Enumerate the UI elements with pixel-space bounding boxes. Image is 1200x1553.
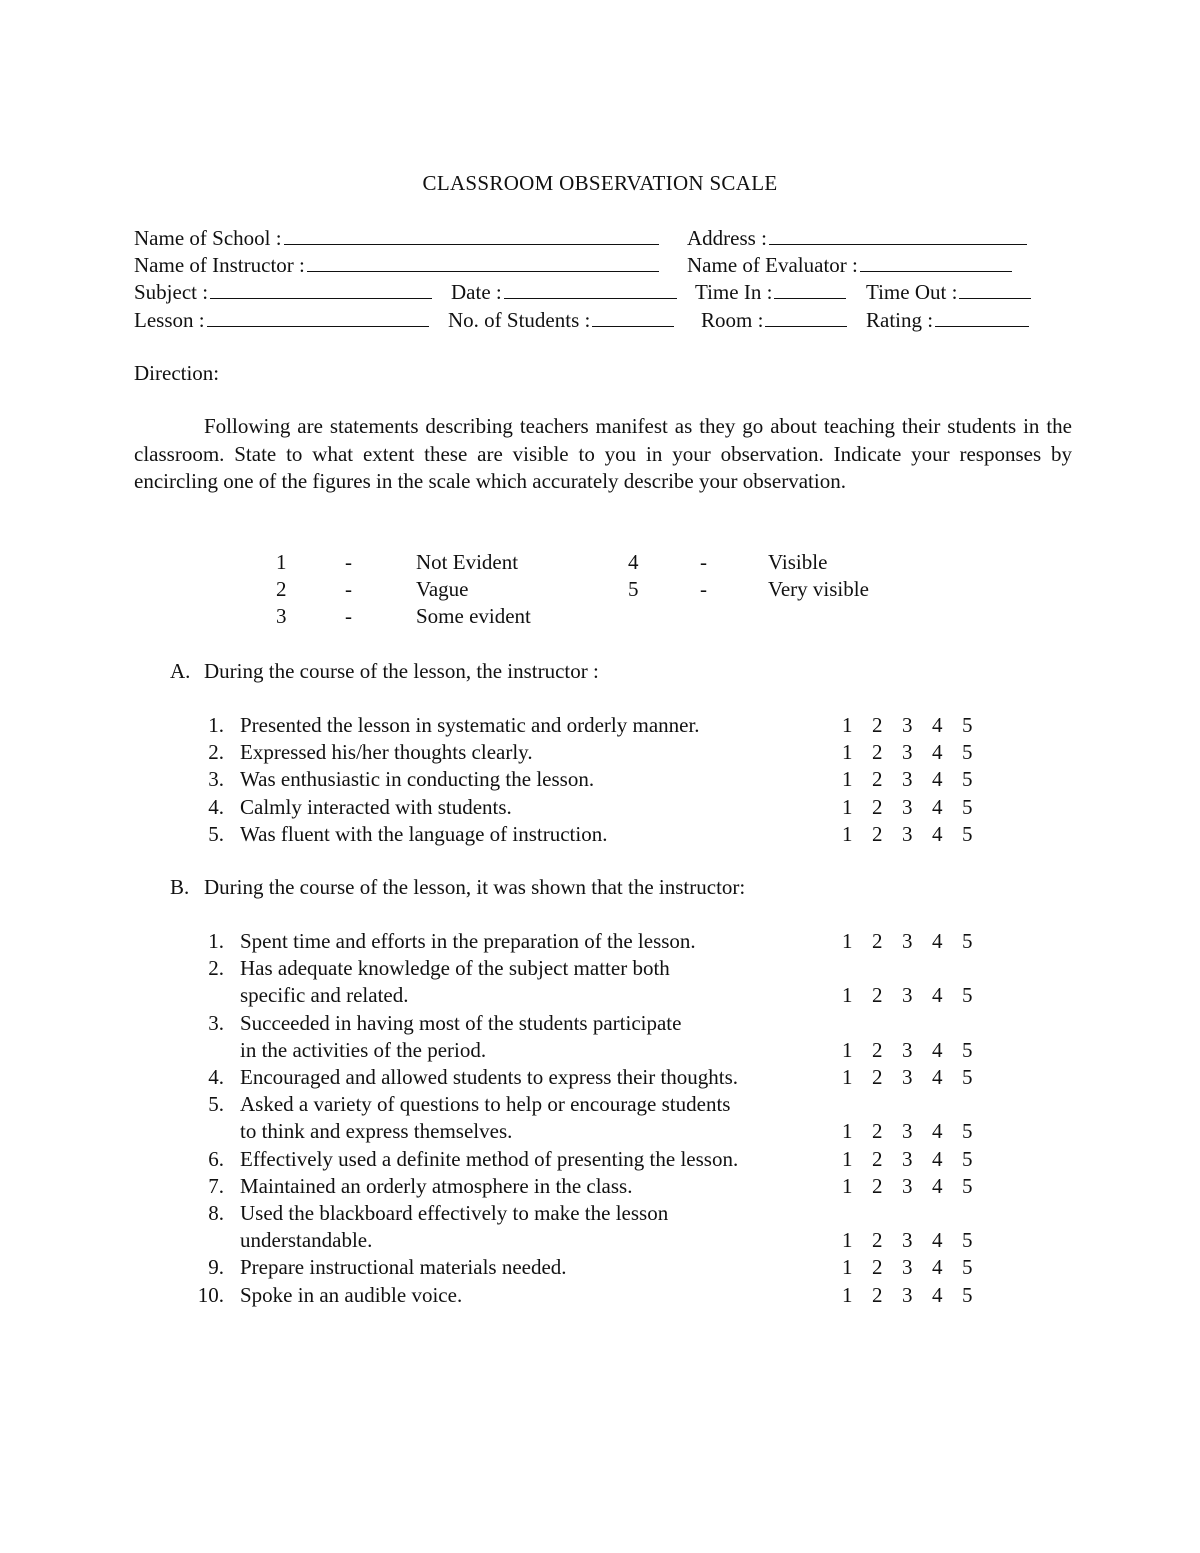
item-text: Encouraged and allowed students to express their thoughts.	[240, 1065, 739, 1089]
rating-option[interactable]: 5	[962, 929, 973, 953]
rating-option[interactable]: 3	[902, 1146, 913, 1171]
legend-dash: -	[345, 604, 352, 628]
rating-option[interactable]: 4	[932, 767, 943, 792]
evaluator-field[interactable]	[687, 251, 1012, 279]
rating-scale	[842, 1146, 992, 1173]
rating-option[interactable]: 2	[872, 1119, 883, 1144]
rating-option[interactable]: 2	[872, 794, 883, 819]
legend-label: Visible	[768, 550, 828, 574]
rating-option[interactable]: 1	[842, 1228, 853, 1253]
rating-option[interactable]: 1	[842, 794, 853, 819]
item-number: 5.	[208, 821, 224, 846]
direction-label: Direction:	[134, 361, 220, 385]
direction-text	[134, 413, 1072, 496]
rating-option[interactable]: 4	[932, 740, 943, 765]
rating-option[interactable]: 2	[872, 713, 883, 737]
rating-option[interactable]: 1	[842, 1282, 853, 1307]
rating-option[interactable]: 2	[872, 1282, 883, 1307]
item-text: Spent time and efforts in the preparation of the lesson.	[240, 929, 696, 953]
item-text: Calmly interacted with students.	[240, 794, 512, 819]
subject-label: Subject :	[134, 280, 209, 304]
lesson-label: Lesson :	[134, 308, 205, 332]
rating-option[interactable]: 1	[842, 1065, 853, 1089]
rating-option[interactable]: 4	[932, 983, 943, 1008]
rating-option[interactable]: 2	[872, 929, 883, 953]
rating-scale	[842, 766, 992, 793]
rating-option[interactable]: 1	[842, 1255, 853, 1280]
students-blank[interactable]	[592, 306, 674, 327]
rating-scale	[842, 821, 992, 848]
rating-option[interactable]: 2	[872, 1065, 883, 1089]
school-label: Name of School :	[134, 226, 282, 250]
item-text: Was fluent with the language of instruction.	[240, 821, 608, 846]
rating-option[interactable]: 4	[932, 794, 943, 819]
rating-option[interactable]: 5	[962, 740, 973, 765]
address-field[interactable]	[687, 224, 1027, 252]
rating-option[interactable]: 1	[842, 713, 853, 737]
rating-option[interactable]: 5	[962, 1119, 973, 1144]
room-blank[interactable]	[765, 306, 847, 327]
time-out-label: Time Out :	[866, 280, 958, 304]
rating-option[interactable]: 3	[902, 794, 913, 819]
rating-scale	[842, 1118, 992, 1145]
time-out-field[interactable]	[866, 278, 1031, 306]
legend-num: 1	[276, 550, 287, 574]
date-field[interactable]	[451, 278, 677, 306]
rating-option[interactable]: 2	[872, 983, 883, 1008]
subject-blank[interactable]	[210, 278, 432, 299]
school-blank[interactable]	[284, 224, 659, 245]
item-number: 5.	[208, 1092, 224, 1117]
rating-option[interactable]: 5	[962, 1037, 973, 1062]
rating-scale	[842, 1254, 992, 1281]
item-text: Maintained an orderly atmosphere in the class.	[240, 1173, 633, 1198]
rating-scale	[842, 1282, 992, 1309]
legend-num: 3	[276, 604, 287, 628]
rating-option[interactable]: 5	[962, 1146, 973, 1171]
rating-option[interactable]: 4	[932, 1037, 943, 1062]
item-number: 3.	[208, 1010, 224, 1035]
item-number: 3.	[208, 767, 224, 792]
rating-option[interactable]: 5	[962, 1228, 973, 1253]
rating-scale	[842, 982, 992, 1009]
legend-dash: -	[700, 577, 707, 601]
rating-option[interactable]: 4	[932, 1065, 943, 1089]
rating-option[interactable]: 2	[872, 1146, 883, 1171]
rating-option[interactable]: 2	[872, 821, 883, 846]
students-field[interactable]	[448, 306, 674, 334]
item-number: 1.	[208, 929, 224, 953]
rating-blank[interactable]	[935, 306, 1029, 327]
rating-scale	[842, 712, 992, 739]
item-text: understandable.	[240, 1228, 373, 1253]
legend-label: Some evident	[416, 604, 531, 628]
item-text: Succeeded in having most of the students participate	[240, 1010, 682, 1035]
item-number: 8.	[208, 1201, 224, 1225]
rating-option[interactable]: 3	[902, 929, 913, 953]
rating-scale	[842, 1227, 992, 1254]
item-number: 4.	[208, 1065, 224, 1089]
rating-option[interactable]: 5	[962, 1173, 973, 1198]
rating-option[interactable]: 2	[872, 1228, 883, 1253]
rating-option[interactable]: 3	[902, 821, 913, 846]
rating-option[interactable]: 3	[902, 983, 913, 1008]
rating-option[interactable]: 1	[842, 983, 853, 1008]
evaluator-blank[interactable]	[860, 251, 1012, 272]
rating-scale	[842, 1037, 992, 1064]
item-text: Spoke in an audible voice.	[240, 1282, 463, 1307]
item-number: 2.	[208, 956, 224, 981]
item-text: Used the blackboard effectively to make the lesson	[240, 1201, 669, 1225]
legend-label: Not Evident	[416, 550, 519, 574]
lesson-blank[interactable]	[207, 306, 429, 327]
item-text: Was enthusiastic in conducting the lesson.	[240, 767, 595, 792]
section-b-heading: During the course of the lesson, it was shown that the instructor:	[204, 875, 746, 899]
rating-option[interactable]: 1	[842, 1119, 853, 1144]
rating-option[interactable]: 3	[902, 1065, 913, 1089]
rating-option[interactable]: 5	[962, 1065, 973, 1089]
item-number: 10.	[197, 1282, 224, 1307]
rating-option[interactable]: 4	[932, 1228, 943, 1253]
rating-option[interactable]: 5	[962, 821, 973, 846]
students-label: No. of Students :	[448, 308, 591, 332]
rating-option[interactable]: 1	[842, 821, 853, 846]
legend-label: Very visible	[768, 577, 869, 601]
section-b-letter: B.	[170, 875, 190, 899]
item-number: 2.	[208, 740, 224, 765]
item-number: 6.	[208, 1146, 224, 1171]
time-in-label: Time In :	[695, 280, 773, 304]
rating-option[interactable]: 3	[902, 767, 913, 792]
item-text: Presented the lesson in systematic and orderly manner.	[240, 713, 700, 737]
item-text: Expressed his/her thoughts clearly.	[240, 740, 533, 765]
item-number: 9.	[208, 1255, 224, 1280]
rating-option[interactable]: 3	[902, 1282, 913, 1307]
rating-field[interactable]	[866, 306, 1029, 334]
subject-field[interactable]	[134, 278, 432, 306]
rating-option[interactable]: 4	[932, 1255, 943, 1280]
rating-option[interactable]: 3	[902, 1119, 913, 1144]
time-in-field[interactable]	[695, 278, 846, 306]
item-number: 7.	[208, 1173, 224, 1198]
rating-label: Rating :	[866, 308, 934, 332]
date-label: Date :	[451, 280, 502, 304]
school-field[interactable]	[134, 224, 659, 252]
rating-option[interactable]: 4	[932, 1146, 943, 1171]
lesson-field[interactable]	[134, 306, 429, 334]
item-text: in the activities of the period.	[240, 1037, 487, 1062]
legend-num: 4	[628, 550, 639, 574]
section-a-heading: During the course of the lesson, the instructor :	[204, 659, 599, 683]
rating-scale	[842, 794, 992, 821]
rating-scale	[842, 1064, 992, 1091]
room-field[interactable]	[701, 306, 847, 334]
item-number: 4.	[208, 794, 224, 819]
rating-option[interactable]: 5	[962, 1282, 973, 1307]
rating-option[interactable]: 3	[902, 1037, 913, 1062]
section-a-letter: A.	[170, 659, 191, 683]
evaluator-label: Name of Evaluator :	[687, 253, 858, 277]
rating-option[interactable]: 3	[902, 1255, 913, 1280]
legend-dash: -	[700, 550, 707, 574]
rating-option[interactable]: 3	[902, 1173, 913, 1198]
rating-option[interactable]: 4	[932, 713, 943, 737]
item-text: Prepare instructional materials needed.	[240, 1255, 567, 1280]
instructor-field[interactable]	[134, 251, 659, 279]
rating-option[interactable]: 3	[902, 740, 913, 765]
rating-option[interactable]: 5	[962, 713, 973, 737]
instructor-blank[interactable]	[307, 251, 659, 272]
legend-dash: -	[345, 577, 352, 601]
rating-option[interactable]: 5	[962, 794, 973, 819]
rating-option[interactable]: 4	[932, 1173, 943, 1198]
rating-option[interactable]: 4	[932, 1119, 943, 1144]
rating-option[interactable]: 1	[842, 1173, 853, 1198]
rating-option[interactable]: 1	[842, 929, 853, 953]
rating-option[interactable]: 4	[932, 821, 943, 846]
item-text: Has adequate knowledge of the subject matter both	[240, 956, 670, 981]
rating-option[interactable]: 1	[842, 767, 853, 792]
item-number: 1.	[208, 713, 224, 737]
rating-option[interactable]: 2	[872, 767, 883, 792]
rating-option[interactable]: 4	[932, 1282, 943, 1307]
rating-scale	[842, 739, 992, 766]
item-text: specific and related.	[240, 983, 409, 1008]
rating-option[interactable]: 2	[872, 1173, 883, 1198]
rating-option[interactable]: 2	[872, 740, 883, 765]
rating-option[interactable]: 1	[842, 1146, 853, 1171]
rating-option[interactable]: 3	[902, 1228, 913, 1253]
item-text: Effectively used a definite method of presenting the lesson.	[240, 1146, 739, 1171]
direction-paragraph: Following are statements describing teachers manifest as they go about teaching their students in the classroom. State to what extent these are visible to you in your observation. Indicate your responses by encircling one of the figures in the scale which accurately describe your observation.	[134, 414, 1072, 493]
time-in-blank[interactable]	[774, 278, 846, 299]
legend-label: Vague	[416, 577, 469, 601]
address-label: Address :	[687, 226, 767, 250]
rating-option[interactable]: 2	[872, 1255, 883, 1280]
item-text: to think and express themselves.	[240, 1119, 513, 1144]
page-title: CLASSROOM OBSERVATION SCALE	[422, 171, 778, 195]
rating-option[interactable]: 5	[962, 983, 973, 1008]
rating-option[interactable]: 2	[872, 1037, 883, 1062]
rating-scale	[842, 1173, 992, 1200]
address-blank[interactable]	[769, 224, 1027, 245]
date-blank[interactable]	[504, 278, 677, 299]
rating-option[interactable]: 1	[842, 1037, 853, 1062]
instructor-label: Name of Instructor :	[134, 253, 305, 277]
item-text: Asked a variety of questions to help or encourage students	[240, 1092, 731, 1117]
rating-option[interactable]: 5	[962, 767, 973, 792]
rating-option[interactable]: 5	[962, 1255, 973, 1280]
legend-dash: -	[345, 550, 352, 574]
legend-num: 2	[276, 577, 287, 601]
rating-scale	[842, 928, 992, 955]
rating-option[interactable]: 1	[842, 740, 853, 765]
legend-num: 5	[628, 577, 639, 601]
rating-option[interactable]: 4	[932, 929, 943, 953]
time-out-blank[interactable]	[959, 278, 1031, 299]
room-label: Room :	[701, 308, 764, 332]
rating-option[interactable]: 3	[902, 713, 913, 737]
